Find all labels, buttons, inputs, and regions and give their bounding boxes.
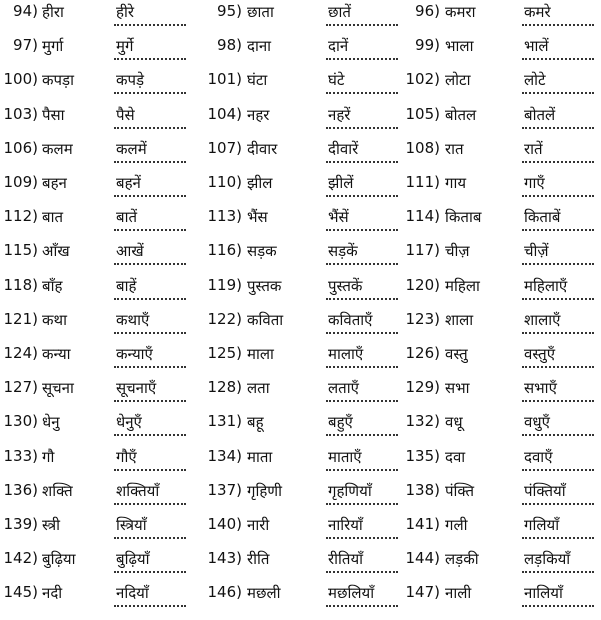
- plural-answer: माताएँ: [328, 447, 362, 466]
- singular-word: लोटा: [445, 71, 471, 90]
- item-number: 133): [3, 446, 38, 465]
- item-number: 98): [217, 36, 242, 55]
- item-number: 114): [405, 207, 440, 226]
- plural-answer: मछलियाँ: [328, 584, 375, 603]
- item-number: 112): [3, 207, 38, 226]
- dotted-answer-line: [114, 434, 186, 436]
- item-number: 109): [3, 173, 38, 191]
- singular-word: कपड़ा: [42, 71, 74, 90]
- singular-word: बहू: [247, 413, 264, 432]
- dotted-answer-line: [114, 58, 186, 60]
- dotted-answer-line: [522, 571, 594, 573]
- dotted-answer-line: [326, 434, 398, 436]
- dotted-answer-line: [522, 537, 594, 539]
- singular-word: सभा: [445, 379, 470, 398]
- plural-answer: भैंसें: [328, 208, 349, 227]
- singular-word: दाना: [247, 37, 272, 56]
- plural-answer: चीज़ें: [524, 242, 549, 261]
- item-number: 97): [13, 36, 38, 55]
- item-number: 145): [3, 583, 38, 602]
- singular-word: पुस्तक: [247, 276, 282, 295]
- dotted-answer-line: [522, 503, 594, 505]
- plural-answer: दवाएँ: [524, 447, 553, 466]
- plural-answer: बातें: [116, 208, 138, 227]
- dotted-answer-line: [522, 24, 594, 26]
- plural-answer: शक्तियाँ: [116, 481, 160, 500]
- dotted-answer-line: [326, 161, 398, 163]
- singular-word: किताब: [445, 208, 482, 227]
- exercise-row: [0, 274, 601, 308]
- dotted-answer-line: [114, 195, 186, 197]
- dotted-answer-line: [522, 127, 594, 129]
- item-number: 147): [405, 583, 440, 602]
- singular-word: झील: [247, 174, 273, 192]
- item-number: 130): [3, 412, 38, 431]
- dotted-answer-line: [522, 366, 594, 368]
- dotted-answer-line: [114, 161, 186, 163]
- exercise-row: [0, 0, 601, 34]
- plural-answer: रीतियाँ: [328, 550, 364, 569]
- dotted-answer-line: [326, 571, 398, 573]
- singular-word: चीज़: [445, 242, 470, 261]
- item-number: 105): [405, 104, 440, 123]
- plural-answer: कन्याएँ: [116, 345, 153, 363]
- item-number: 127): [3, 378, 38, 397]
- singular-word: बाँह: [42, 276, 63, 295]
- singular-word: पैसा: [42, 105, 65, 124]
- plural-answer: गौएँ: [116, 447, 137, 466]
- exercise-row: [0, 34, 601, 68]
- item-number: 111): [405, 173, 440, 191]
- plural-answer: लड़कियाँ: [524, 550, 571, 569]
- dotted-answer-line: [326, 24, 398, 26]
- dotted-answer-line: [114, 92, 186, 94]
- singular-word: स्त्री: [42, 516, 61, 534]
- plural-answer: छातें: [328, 3, 351, 21]
- singular-word: वस्तु: [445, 345, 468, 363]
- singular-word: कविता: [247, 310, 284, 329]
- exercise-row: [0, 410, 601, 444]
- singular-word: छाता: [247, 3, 274, 21]
- item-number: 110): [207, 173, 242, 191]
- dotted-answer-line: [522, 58, 594, 60]
- dotted-answer-line: [326, 127, 398, 129]
- item-number: 96): [415, 2, 440, 20]
- dotted-answer-line: [114, 298, 186, 300]
- plural-answer: बहुएँ: [328, 413, 353, 432]
- singular-word: नारी: [247, 516, 270, 534]
- item-number: 121): [3, 309, 38, 328]
- dotted-answer-line: [522, 332, 594, 334]
- item-number: 103): [3, 104, 38, 123]
- item-number: 106): [3, 138, 38, 157]
- exercise-row: [0, 445, 601, 479]
- item-number: 141): [405, 515, 440, 533]
- plural-answer: वधुएँ: [524, 413, 550, 432]
- singular-word: दीवार: [247, 139, 278, 158]
- dotted-answer-line: [522, 434, 594, 436]
- singular-word: मुर्गा: [42, 37, 64, 56]
- plural-answer: कथाएँ: [116, 310, 150, 329]
- plural-answer: गलियाँ: [524, 516, 560, 534]
- item-number: 99): [415, 36, 440, 55]
- dotted-answer-line: [114, 537, 186, 539]
- item-number: 128): [207, 378, 242, 397]
- singular-word: शक्ति: [42, 481, 73, 500]
- item-number: 124): [3, 344, 38, 362]
- dotted-answer-line: [114, 24, 186, 26]
- dotted-answer-line: [326, 332, 398, 334]
- singular-word: बहन: [42, 174, 67, 192]
- plural-answer: बुढ़ियाँ: [116, 550, 150, 569]
- singular-word: कन्या: [42, 345, 71, 363]
- item-number: 108): [405, 138, 440, 157]
- singular-word: लड़की: [445, 550, 479, 569]
- item-number: 140): [207, 515, 242, 533]
- singular-word: रात: [445, 139, 464, 158]
- dotted-answer-line: [114, 400, 186, 402]
- item-number: 138): [405, 480, 440, 499]
- dotted-answer-line: [114, 229, 186, 231]
- dotted-answer-line: [326, 400, 398, 402]
- item-number: 146): [207, 583, 242, 602]
- singular-word: बोतल: [445, 105, 477, 124]
- exercise-row: [0, 68, 601, 102]
- singular-word: हीरा: [42, 3, 64, 21]
- plural-answer: घंटे: [328, 71, 345, 90]
- item-number: 120): [405, 275, 440, 294]
- singular-word: गाय: [445, 174, 467, 192]
- item-number: 94): [13, 2, 38, 20]
- plural-answer: कपड़े: [116, 71, 145, 90]
- plural-answer: कविताएँ: [328, 310, 373, 329]
- singular-word: कलम: [42, 139, 73, 158]
- dotted-answer-line: [114, 571, 186, 573]
- dotted-answer-line: [114, 366, 186, 368]
- plural-answer: लोटे: [524, 71, 546, 90]
- plural-answer: सूचनाएँ: [116, 379, 157, 398]
- plural-answer: महिलाएँ: [524, 276, 568, 295]
- plural-answer: किताबें: [524, 208, 561, 227]
- exercise-row: [0, 513, 601, 547]
- dotted-answer-line: [114, 127, 186, 129]
- item-number: 129): [405, 378, 440, 397]
- item-number: 102): [405, 70, 440, 89]
- dotted-answer-line: [326, 469, 398, 471]
- item-number: 119): [207, 275, 242, 294]
- dotted-answer-line: [114, 469, 186, 471]
- plural-answer: बाहें: [116, 276, 137, 295]
- plural-answer: सभाएँ: [524, 379, 557, 398]
- plural-answer: गृहणियाँ: [328, 481, 372, 500]
- exercise-row: [0, 308, 601, 342]
- plural-answer: दीवारें: [328, 139, 359, 158]
- plural-answer: रातें: [524, 139, 543, 158]
- singular-word: गौ: [42, 447, 55, 466]
- item-number: 131): [207, 412, 242, 431]
- item-number: 107): [207, 138, 242, 157]
- plural-answer: पुस्तकें: [328, 276, 363, 295]
- plural-answer: वस्तुएँ: [524, 345, 556, 363]
- exercise-row: [0, 479, 601, 513]
- singular-word: कथा: [42, 310, 67, 329]
- singular-word: आँख: [42, 242, 70, 261]
- dotted-answer-line: [114, 503, 186, 505]
- exercise-row: [0, 547, 601, 581]
- dotted-answer-line: [326, 195, 398, 197]
- dotted-answer-line: [522, 263, 594, 265]
- dotted-answer-line: [114, 332, 186, 334]
- item-number: 142): [3, 549, 38, 568]
- item-number: 125): [207, 344, 242, 362]
- plural-answer: स्त्रियाँ: [116, 516, 147, 534]
- dotted-answer-line: [522, 298, 594, 300]
- plural-answer: कमरे: [524, 3, 551, 21]
- dotted-answer-line: [326, 58, 398, 60]
- item-number: 118): [3, 275, 38, 294]
- plural-answer: नदियाँ: [116, 584, 149, 603]
- singular-word: धेनु: [42, 413, 60, 432]
- dotted-answer-line: [326, 92, 398, 94]
- singular-word: भाला: [445, 37, 474, 56]
- singular-word: बुढ़िया: [42, 550, 76, 569]
- item-number: 95): [217, 2, 242, 20]
- exercise-row: [0, 342, 601, 376]
- plural-answer: बहनें: [116, 174, 141, 192]
- dotted-answer-line: [326, 366, 398, 368]
- dotted-answer-line: [326, 503, 398, 505]
- dotted-answer-line: [114, 263, 186, 265]
- singular-word: वधू: [445, 413, 463, 432]
- plural-answer: नारियाँ: [328, 516, 363, 534]
- plural-answer: धेनुएँ: [116, 413, 142, 432]
- item-number: 117): [405, 241, 440, 260]
- item-number: 134): [207, 446, 242, 465]
- item-number: 115): [3, 241, 38, 260]
- item-number: 126): [405, 344, 440, 362]
- singular-word: माला: [247, 345, 274, 363]
- singular-word: सड़क: [247, 242, 277, 261]
- singular-word: नहर: [247, 105, 270, 124]
- dotted-answer-line: [522, 605, 594, 607]
- exercise-row: [0, 171, 601, 205]
- dotted-answer-line: [326, 263, 398, 265]
- singular-word: पंक्ति: [445, 481, 474, 500]
- dotted-answer-line: [522, 195, 594, 197]
- item-number: 113): [207, 207, 242, 226]
- plural-answer: नहरें: [328, 105, 351, 124]
- singular-word: नदी: [42, 584, 63, 603]
- item-number: 143): [207, 549, 242, 568]
- dotted-answer-line: [114, 605, 186, 607]
- singular-word: शाला: [445, 310, 474, 329]
- plural-answer: नालियाँ: [524, 584, 563, 603]
- plural-answer: मुर्गे: [116, 37, 134, 56]
- item-number: 101): [207, 70, 242, 89]
- item-number: 139): [3, 515, 38, 533]
- dotted-answer-line: [326, 605, 398, 607]
- item-number: 137): [207, 480, 242, 499]
- singular-word: कमरा: [445, 3, 476, 21]
- plural-answer: बोतलें: [524, 105, 556, 124]
- dotted-answer-line: [522, 92, 594, 94]
- plural-answer: गाएँ: [524, 174, 545, 192]
- singular-word: गली: [445, 516, 468, 534]
- exercise-row: [0, 239, 601, 273]
- singular-word: सूचना: [42, 379, 74, 398]
- plural-answer: पंक्तियाँ: [524, 481, 566, 500]
- dotted-answer-line: [326, 229, 398, 231]
- item-number: 136): [3, 480, 38, 499]
- plural-answer: हीरे: [116, 3, 134, 21]
- plural-answer: शालाएँ: [524, 310, 561, 329]
- plural-answer: सड़कें: [328, 242, 358, 261]
- singular-word: नाली: [445, 584, 472, 603]
- exercise-row: [0, 205, 601, 239]
- exercise-row: [0, 137, 601, 171]
- singular-word: भैंस: [247, 208, 268, 227]
- dotted-answer-line: [522, 469, 594, 471]
- plural-answer: भालें: [524, 37, 549, 56]
- dotted-answer-line: [326, 298, 398, 300]
- exercise-row: [0, 581, 601, 615]
- exercise-row: [0, 103, 601, 137]
- plural-answer: लताएँ: [328, 379, 359, 398]
- item-number: 144): [405, 549, 440, 568]
- singular-word: महिला: [445, 276, 480, 295]
- singular-word: माता: [247, 447, 273, 466]
- singular-word: मछली: [247, 584, 281, 603]
- plural-answer: झीलें: [328, 174, 354, 192]
- dotted-answer-line: [522, 161, 594, 163]
- dotted-answer-line: [522, 229, 594, 231]
- singular-word: दवा: [445, 447, 466, 466]
- item-number: 104): [207, 104, 242, 123]
- dotted-answer-line: [522, 400, 594, 402]
- plural-answer: आखें: [116, 242, 144, 261]
- item-number: 122): [207, 309, 242, 328]
- plural-answer: दानें: [328, 37, 349, 56]
- singular-word: लता: [247, 379, 270, 398]
- plural-answer: पैसे: [116, 105, 135, 124]
- item-number: 100): [3, 70, 38, 89]
- item-number: 123): [405, 309, 440, 328]
- plural-answer: कलमें: [116, 139, 147, 158]
- exercise-row: [0, 376, 601, 410]
- item-number: 132): [405, 412, 440, 431]
- dotted-answer-line: [326, 537, 398, 539]
- singular-word: गृहिणी: [247, 481, 283, 500]
- singular-word: बात: [42, 208, 64, 227]
- item-number: 116): [207, 241, 242, 260]
- singular-word: घंटा: [247, 71, 268, 90]
- singular-word: रीति: [247, 550, 270, 569]
- plural-answer: मालाएँ: [328, 345, 364, 363]
- item-number: 135): [405, 446, 440, 465]
